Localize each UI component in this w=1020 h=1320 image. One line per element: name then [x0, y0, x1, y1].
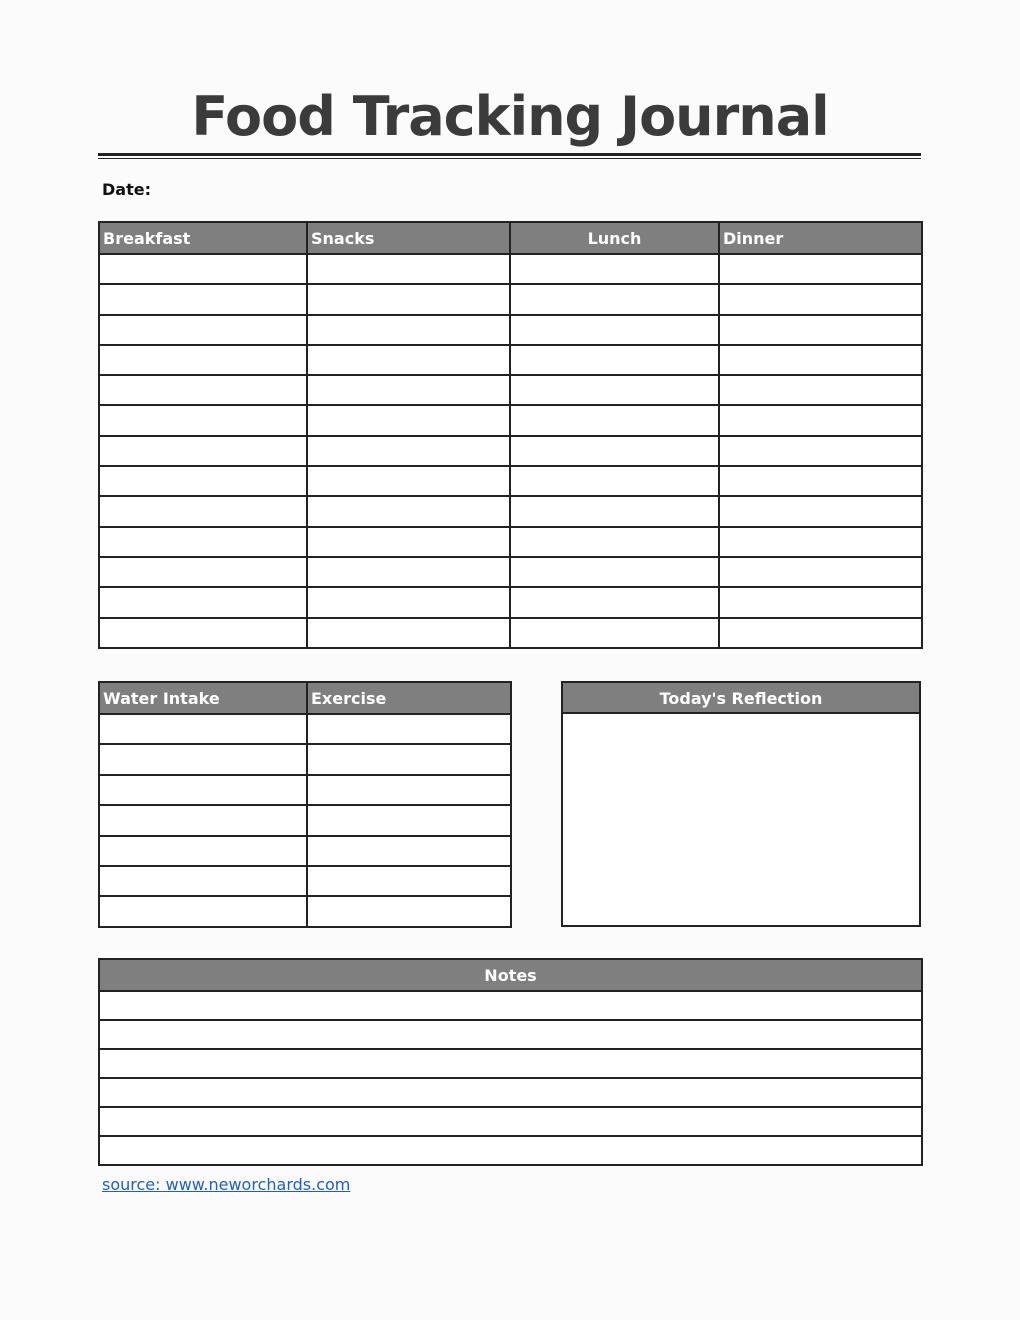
water-row-cell[interactable]: [99, 805, 307, 835]
meal-row-cell[interactable]: [307, 618, 510, 648]
meals-table: [98, 221, 923, 649]
lunch-header: Lunch: [510, 222, 719, 254]
meal-row-cell[interactable]: [510, 618, 719, 648]
water-row-cell[interactable]: [99, 714, 307, 744]
notes-row-cell[interactable]: [99, 991, 922, 1020]
water-row-cell[interactable]: [99, 836, 307, 866]
notes-row-cell[interactable]: [99, 1078, 922, 1107]
meal-row-cell[interactable]: [307, 527, 510, 557]
meal-row-cell[interactable]: [719, 315, 922, 345]
meal-row-cell[interactable]: [307, 315, 510, 345]
meal-row-cell[interactable]: [99, 436, 307, 466]
meal-row-cell[interactable]: [510, 587, 719, 617]
water-row-cell[interactable]: [307, 744, 511, 774]
notes-row: [99, 1107, 922, 1136]
reflection-header: Today's Reflection: [563, 683, 919, 714]
snacks-header: Snacks: [307, 222, 510, 254]
meal-row-cell[interactable]: [307, 345, 510, 375]
meal-row-cell[interactable]: [719, 618, 922, 648]
meal-row-cell[interactable]: [307, 557, 510, 587]
water-row-cell[interactable]: [307, 775, 511, 805]
meal-row: [99, 587, 922, 617]
meal-row-cell[interactable]: [510, 466, 719, 496]
notes-table: [98, 958, 923, 1166]
meal-row-cell[interactable]: [719, 557, 922, 587]
reflection-box: [561, 681, 921, 927]
notes-header-row: [99, 959, 922, 991]
meal-row-cell[interactable]: [719, 466, 922, 496]
meal-row-cell[interactable]: [510, 284, 719, 314]
meal-row-cell[interactable]: [99, 496, 307, 526]
meal-row-cell[interactable]: [99, 527, 307, 557]
meal-row: [99, 496, 922, 526]
notes-row-cell[interactable]: [99, 1136, 922, 1165]
water-header-row: [99, 682, 511, 714]
water-row-cell[interactable]: [99, 775, 307, 805]
title-rule-thick: [98, 153, 921, 156]
meal-row-cell[interactable]: [719, 405, 922, 435]
meal-row: [99, 375, 922, 405]
meal-row: [99, 405, 922, 435]
notes-row-cell[interactable]: [99, 1049, 922, 1078]
meal-row-cell[interactable]: [510, 345, 719, 375]
breakfast-header: Breakfast: [99, 222, 307, 254]
meal-row: [99, 618, 922, 648]
meal-row-cell[interactable]: [307, 284, 510, 314]
meal-row-cell[interactable]: [510, 405, 719, 435]
meal-row-cell[interactable]: [307, 587, 510, 617]
notes-row: [99, 991, 922, 1020]
meal-row-cell[interactable]: [99, 557, 307, 587]
meal-row: [99, 557, 922, 587]
date-label: Date:: [102, 180, 151, 199]
source-link[interactable]: source: www.neworchards.com: [102, 1175, 351, 1194]
page-title: Food Tracking Journal: [191, 85, 829, 148]
water-row-cell[interactable]: [307, 866, 511, 896]
meal-row-cell[interactable]: [719, 527, 922, 557]
meal-row: [99, 436, 922, 466]
meal-row-cell[interactable]: [719, 587, 922, 617]
water-row-cell[interactable]: [99, 866, 307, 896]
meal-row-cell[interactable]: [99, 405, 307, 435]
water-row: [99, 866, 511, 896]
water-row-cell[interactable]: [99, 744, 307, 774]
meal-row: [99, 315, 922, 345]
meal-row: [99, 284, 922, 314]
meal-row-cell[interactable]: [307, 436, 510, 466]
meal-row-cell[interactable]: [99, 284, 307, 314]
meal-row-cell[interactable]: [719, 284, 922, 314]
notes-row: [99, 1020, 922, 1049]
meal-row-cell[interactable]: [510, 375, 719, 405]
meal-row-cell[interactable]: [307, 405, 510, 435]
meal-row-cell[interactable]: [99, 254, 307, 284]
meal-row-cell[interactable]: [510, 315, 719, 345]
water-row: [99, 805, 511, 835]
water-row-cell[interactable]: [307, 896, 511, 926]
meal-row-cell[interactable]: [99, 345, 307, 375]
water-row-cell[interactable]: [307, 714, 511, 744]
meal-row-cell[interactable]: [719, 345, 922, 375]
exercise-header: Exercise: [307, 682, 511, 714]
meal-row-cell[interactable]: [510, 254, 719, 284]
meal-row-cell[interactable]: [99, 375, 307, 405]
meal-row-cell[interactable]: [719, 375, 922, 405]
meal-row-cell[interactable]: [510, 557, 719, 587]
water-row: [99, 714, 511, 744]
meal-row-cell[interactable]: [99, 466, 307, 496]
meal-row: [99, 345, 922, 375]
meal-row-cell[interactable]: [510, 496, 719, 526]
meal-row-cell[interactable]: [99, 315, 307, 345]
water-row: [99, 836, 511, 866]
meal-row-cell[interactable]: [307, 375, 510, 405]
water-row-cell[interactable]: [307, 836, 511, 866]
meal-row-cell[interactable]: [719, 496, 922, 526]
notes-row-cell[interactable]: [99, 1020, 922, 1049]
meals-header-row: [99, 222, 922, 254]
meal-row-cell[interactable]: [719, 436, 922, 466]
dinner-header: Dinner: [719, 222, 922, 254]
water-row: [99, 775, 511, 805]
notes-row-cell[interactable]: [99, 1107, 922, 1136]
notes-row: [99, 1049, 922, 1078]
water-row-cell[interactable]: [99, 896, 307, 926]
reflection-field[interactable]: [563, 714, 919, 925]
title-rule-thin: [98, 158, 921, 159]
meal-row-cell[interactable]: [307, 466, 510, 496]
water-row: [99, 744, 511, 774]
meal-row-cell[interactable]: [510, 436, 719, 466]
water-row: [99, 896, 511, 926]
notes-row: [99, 1078, 922, 1107]
meal-row-cell[interactable]: [307, 496, 510, 526]
water-intake-header: Water Intake: [99, 682, 307, 714]
meal-row: [99, 527, 922, 557]
water-exercise-table: [98, 681, 512, 928]
meal-row: [99, 254, 922, 284]
meal-row-cell[interactable]: [719, 254, 922, 284]
meal-row-cell[interactable]: [510, 527, 719, 557]
notes-row: [99, 1136, 922, 1165]
meal-row: [99, 466, 922, 496]
meal-row-cell[interactable]: [99, 618, 307, 648]
meal-row-cell[interactable]: [307, 254, 510, 284]
meal-row-cell[interactable]: [99, 587, 307, 617]
notes-header: Notes: [99, 959, 922, 991]
water-row-cell[interactable]: [307, 805, 511, 835]
